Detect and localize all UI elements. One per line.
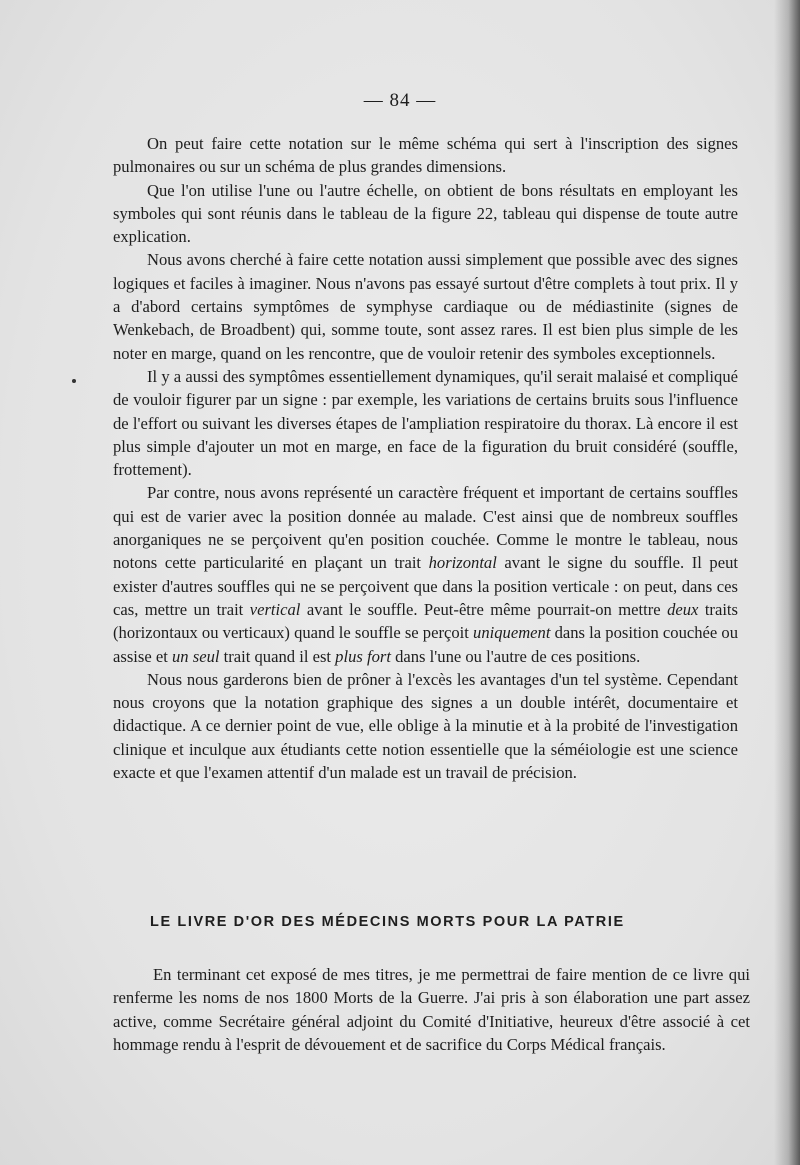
text-run: avant le signe du souffle. Il peut exister d'autres souffles qui ne se perçoivent que dans la position verticale : on peut, dans ces cas, mettre un trait <box>113 553 738 619</box>
emphasis: un seul <box>172 646 220 666</box>
text-run: Par contre, nous avons représenté un caractère fréquent et important de certains souffles qui est de varier avec la position donnée au malade. C'est ainsi que de nombreux souffles anorganiques ne se perçoivent qu'en position couchée. Comme le montre le tableau, nous notons cette particularité en plaçant un trait <box>113 483 738 573</box>
section-heading: LE LIVRE D'OR DES MÉDECINS MORTS POUR LA PATRIE <box>150 914 625 930</box>
emphasis: deux <box>667 599 699 619</box>
emphasis: horizontal <box>428 553 497 573</box>
page-edge-shadow <box>774 0 800 1165</box>
text-run: traits (horizontaux ou verticaux) quand le souffle se perçoit <box>113 599 739 643</box>
paragraph: Nous nous garderons bien de prôner à l'excès les avantages d'un tel système. Cependant nous croyons que la notation graphique des signes a un double intérêt, documentaire et didactique. A ce dernier point de vue, elle oblige à la minutie et à la probité de l'investigation clinique et inculque aux étudiants cette notion essentielle que la séméiologie est une science exacte et que l'examen attentif d'un malade est un travail de précision. <box>113 669 738 783</box>
page-number: — 84 — <box>363 90 437 111</box>
text-run: trait quand il est <box>219 646 336 666</box>
emphasis: plus fort <box>335 646 391 666</box>
paragraph: On peut faire cette notation sur le même schéma qui sert à l'inscription des signes pulmonaires ou sur un schéma de plus grandes dimensions. <box>113 134 738 177</box>
text-run: dans la position couchée ou assise et <box>113 623 739 666</box>
body-text <box>113 132 738 784</box>
paragraph: Il y a aussi des symptômes essentiellement dynamiques, qu'il serait malaisé et compliqué de vouloir figurer par un signe : par exemple, les variations de certains bruits sous l'influence de l'effort ou suivant les diverses étapes de l'ampliation respiratoire du thorax. Là encore il est plus simple d'ajouter un mot en marge, en face de la figuration du bruit considéré (souffle, frottement). <box>113 366 738 480</box>
paragraph: En terminant cet exposé de mes titres, je me permettrai de faire mention de ce livre qui renferme les noms de nos 1800 Morts de la Guerre. J'ai pris à son élaboration une part assez active, comme Secrétaire général adjoint du Comité d'Initiative, heureux d'être associé à cet hommage rendu à l'esprit de dévouement et de sacrifice du Corps Médical français. <box>113 965 750 1054</box>
paragraph <box>113 481 738 667</box>
text-run: avant le souffle. Peut-être même pourrait-on mettre <box>300 599 668 619</box>
emphasis: vertical <box>249 599 301 619</box>
paragraph: Que l'on utilise l'une ou l'autre échelle, on obtient de bons résultats en employant les symboles qui sont réunis dans le tableau de la figure 22, tableau qui dispense de toute autre explication. <box>113 180 738 247</box>
paragraph: Nous avons cherché à faire cette notation aussi simplement que possible avec des signes logiques et faciles à imaginer. Nous n'avons pas essayé surtout d'être complets à tout prix. Il y a d'abord certains symptômes de symphyse cardiaque ou de médiastinite (signes de Wenkebach, de Broadbent) qui, somme toute, sont assez rares. Il est bien plus simple de les noter en marge, quand on les rencontre, que de vouloir retenir des symboles exceptionnels. <box>113 250 738 363</box>
ink-speck <box>72 379 76 383</box>
section-text <box>113 963 750 1056</box>
text-run: dans l'une ou l'autre de ces positions. <box>390 646 641 666</box>
emphasis: uniquement <box>473 623 551 643</box>
